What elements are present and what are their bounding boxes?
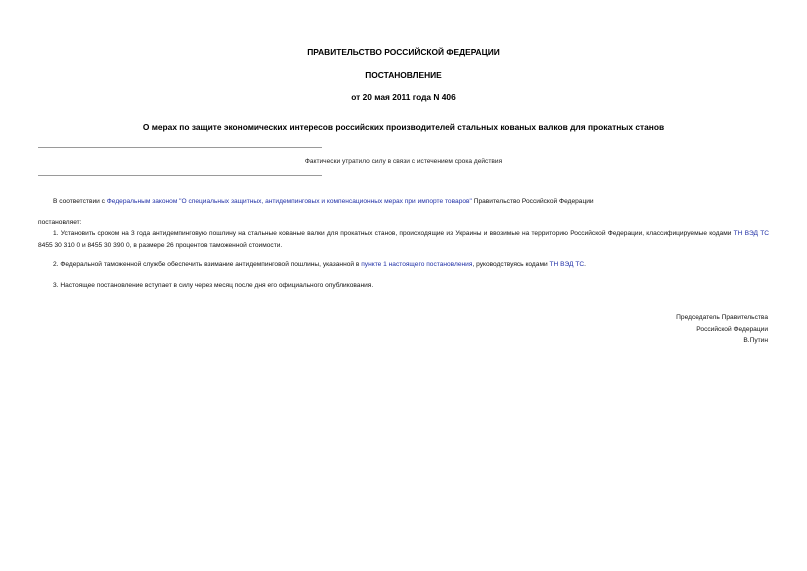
document-date-number: от 20 мая 2011 года N 406 [351,92,456,102]
top-divider [38,147,322,148]
document-type: ПОСТАНОВЛЕНИЕ [365,70,442,80]
item-2-text-middle: , руководствуясь кодами [472,261,550,268]
signature-name: В.Путин [743,337,768,344]
signature-organization: Российской Федерации [696,325,768,333]
item-1-reference-link[interactable]: пункте 1 настоящего постановления [361,261,473,268]
tn-ved-link-item-1[interactable]: ТН ВЭД ТС [733,230,769,237]
item-2-paragraph [53,259,769,271]
signature-position: Председатель Правительства [676,314,768,321]
item-2-text-before: 2. Федеральной таможенной службе обеспечить взимание антидемпинговой пошлины, указанной в [53,261,362,268]
item-1-paragraph [38,228,769,251]
item-2-text-after: . [584,261,586,268]
federal-law-link[interactable]: Федеральным законом "О специальных защитных, антидемпинговых и компенсационных мерах при импорте товаров" [106,198,472,205]
item-1-text-before: 1. Установить сроком на 3 года антидемпинговую пошлину на стальные кованые валки для прокатных станов, происходящие из Украины и ввозимые на территорию Российской Федерации, классифицируемые кодами [53,230,734,237]
bottom-divider [38,175,322,176]
item-1-text-after: 8455 30 310 0 и 8455 30 390 0, в размере 26 процентов таможенной стоимости. [38,241,283,249]
preamble-text-before: В соответствии с [53,198,107,205]
preamble-paragraph [53,196,773,208]
status-note: Фактически утратило силу в связи с истечением срока действия [304,158,503,165]
government-heading: ПРАВИТЕЛЬСТВО РОССИЙСКОЙ ФЕДЕРАЦИИ [307,47,500,57]
tn-ved-link-item-2[interactable]: ТН ВЭД ТС [549,261,585,268]
item-3-paragraph: 3. Настоящее постановление вступает в силу через месяц после дня его официального опубликования. [53,282,374,289]
document-title: О мерах по защите экономических интересов российских производителей стальных кованых валков для прокатных станов [142,122,665,132]
signature-block [676,312,768,347]
decrees-label: постановляет: [38,219,82,226]
preamble-text-after: Правительство Российской Федерации [471,198,594,205]
